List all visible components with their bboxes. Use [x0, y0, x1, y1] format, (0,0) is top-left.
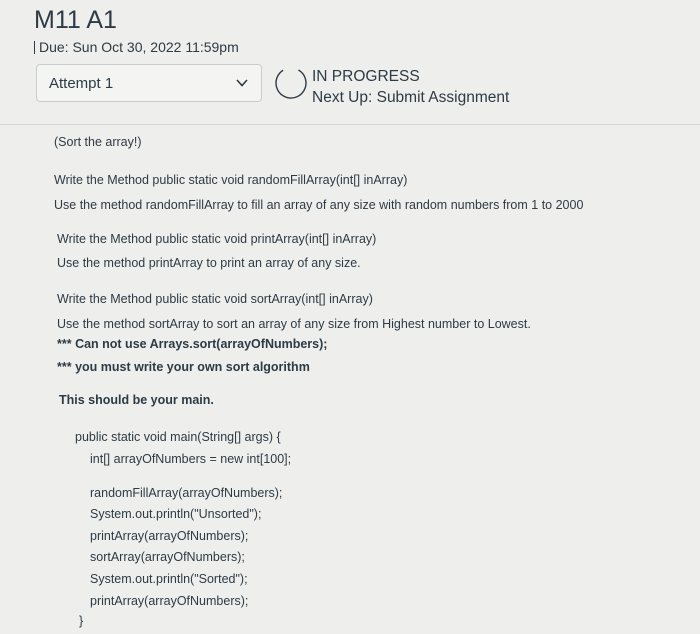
paragraph-text: Use the method randomFillArray to fill an array of any size with random numbers from 1 to 2000 — [54, 198, 584, 212]
code-line: randomFillArray(arrayOfNumbers); — [90, 486, 283, 500]
code-line: System.out.println("Unsorted"); — [90, 507, 262, 521]
status-state: IN PROGRESS — [312, 68, 420, 85]
code-line: printArray(arrayOfNumbers); — [90, 594, 249, 608]
due-date-text: Due: Sun Oct 30, 2022 11:59pm — [39, 39, 239, 55]
paragraph-text: Write the Method public static void randomFillArray(int[] inArray) — [54, 173, 408, 187]
code-line: } — [79, 614, 84, 628]
intro-text: (Sort the array!) — [54, 135, 142, 149]
code-line: System.out.println("Sorted"); — [90, 572, 248, 586]
next-up-text: Next Up: Submit Assignment — [312, 89, 510, 106]
main-heading: This should be your main. — [59, 393, 214, 407]
paragraph-text: Use the method printArray to print an array of any size. — [57, 256, 361, 270]
code-line: public static void main(String[] args) { — [75, 430, 281, 444]
paragraph-text: Use the method sortArray to sort an array of any size from Highest number to Lowest. — [57, 317, 531, 331]
page-title: M11 A1 — [34, 6, 117, 34]
paragraph-text: Write the Method public static void sortArray(int[] inArray) — [57, 292, 373, 306]
note-text: *** Can not use Arrays.sort(arrayOfNumbers); — [57, 337, 328, 351]
attempt-select-label: Attempt 1 — [49, 75, 114, 92]
code-line: printArray(arrayOfNumbers); — [90, 529, 249, 543]
paragraph-text: Write the Method public static void printArray(int[] inArray) — [57, 232, 377, 246]
note-text: *** you must write your own sort algorithm — [57, 360, 310, 374]
code-line: int[] arrayOfNumbers = new int[100]; — [90, 452, 292, 466]
code-line: sortArray(arrayOfNumbers); — [90, 550, 245, 564]
